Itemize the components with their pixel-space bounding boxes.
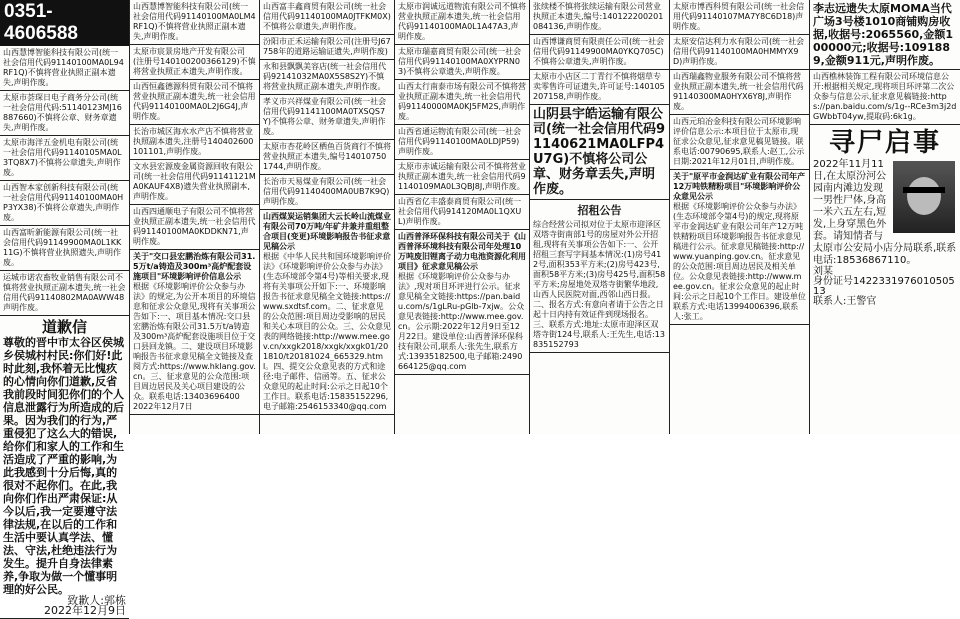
- classified-ad: 山西慧博智能科技有限公司(统一社会信用代码91140100MA0L94RF1Q)不慎将营业执照正副本遗失,声明作废。: [0, 46, 129, 91]
- classified-ad: 山西瑞鑫物业服务有限公司不慎将营业执照正副本遗失,统一社会信用代码91140300MA0HYX6Y8J,声明作废。: [670, 70, 809, 115]
- column-4: [395, 0, 530, 434]
- classified-ad: 山西博谦商贸有限责任公司(统一社会信用代码91149900MA0YKQ705C)不慎将公章遗失,声明作废。: [530, 35, 669, 70]
- environment-notice: [260, 210, 394, 415]
- apology-sign: 致歉人:郭栋: [67, 594, 126, 607]
- xunren-title: 寻尸启事: [828, 128, 941, 158]
- column-2: [130, 0, 260, 434]
- deceased-photo: [893, 161, 955, 233]
- classified-ad: 太原市瑞嘉商贸有限公司(统一社会信用代码91140100MA0XYPRN03)不慎将公章遗失,声明作废。: [395, 45, 529, 80]
- photo-censor-bar: [903, 187, 945, 193]
- apology-body: 尊敬的晋中市太谷区侯城乡侯城村村民:你们好!此时此刻,我怀着无比愧疚的心情向你们道歉,反省我前段时间犯你们的个人信息泄露行为所造成的后果。因为我们的行为,严重侵犯了这么大的错误,给你们和家人的工作和生活造成了严重的影响,为此我感到十分后悔,真的很对不起你们。在此,我向你们作出严肃保证:从今以后,我一定要遵守法律法规,在以后的工作和生活中要认真学法、懂法、守法,杜绝违法行为发生。提升自身法律素养,争取为做一个懂事明理的好公民。: [3, 336, 124, 596]
- environment-notice: [670, 170, 809, 325]
- classified-ad: 山西恒鑫德源科贸有限公司不慎将营业执照正副本遗失,统一社会信用代码91140100MA0L2J6G4J,声明作废。: [130, 80, 259, 125]
- classified-ad: 太原市润诚远道物流有限公司不慎将营业执照正副本遗失,统一社会信用代码91140100MA0L1A47A3,声明作废。: [395, 0, 529, 45]
- classified-ad: 山西樵林装饰工程有限公司环境信息公开:根据相关规定,现将项目环评第二次公众参与信息公示,征求意见稿链接:https://pan.baidu.com/s/1g--RCe3m3j2dGWbbT04yw,提取码:6k1g。: [810, 70, 960, 125]
- environment-notice: [130, 250, 259, 415]
- rent-body: 综合经营公司拟对位于太原市迎泽区双塔寺街南部1号的房屋对外公开招租,现将有关事项公告如下:一、公开招租三套写字间基本情况:(1)房号412号,面积353平方米;(2)房号423号,面积58平方米;(3)房号425号,面积58平方米;房屋地处双塔寺街繁华地段,山西人民医院对面,西邻山西日报。二、报名方式:有意向者请于公告之日起十日内持有效证件到现场报名。三、联系方式:地址:太原市迎泽区双塔寺街124号,联系人:王先生,电话:13835152793: [533, 220, 666, 349]
- notice-body: 根据《环境影响评价公众参与办法》,现对项目环评进行公示。征求意见稿全文链接:https://pan.baidu.com/s/1gLRu-pGlb-7xjw。公众意见表链接:http://www.mee.gov.cn。公示期:2022年12月9日至12月22日。建设单位:山西普泽环保科技有限公司,联系人:张先生,联系方式:13935182500,电子邮箱:2490664125@qq.com: [398, 272, 525, 371]
- notice-body: 根据《环境影响评价公众参与办法》(生态环境部令第4号)的规定,现将原平市金润达矿业有限公司年产12万吨铁精粉项目环境影响报告书征求意见稿进行公示。征求意见稿链接:http://www.yuanping.gov.cn。征求意见的公众范围:项目周边居民及相关单位。公众意见表链接:http://www.mee.gov.cn。征求公众意见的起止时间:公示之日起10个工作日。建设单位联系方式:电话13994006396,联系人:张工。: [673, 202, 806, 321]
- classified-ad: 张续楼不慎将张续运输有限公司营业执照正本遗失,编号:140122200201084136,声明作废。: [530, 0, 669, 35]
- featured-loss-notice: 山阴县宇皓运输有限公司(统一社会信用代码91140621MA0LFP4U7G)不慎将公司公章、财务章丢失,声明作废。: [530, 105, 669, 200]
- notice-body: 根据《中华人民共和国环境影响评价法》《环境影响评价公众参与办法》(生态环境部令第4号)等相关要求,现将有关事项公开如下:一、环境影响报告书征求意见稿全文链接:https://www.sxdtsf.com。二、征求意见的公众范围:项目周边受影响的居民和关心本项目的公众。三、公众意见表的网络链接:http://www.mee.gov.cn/xxgk2018/xxgk/xxgk01/201810/t20181024_665329.html。四、提交公众意见表的方式和途径:电子邮件、信函等。五、征求公众意见的起止时间:公示之日起10个工作日。联系电话:15835152296,电子邮箱:2546153340@qq.com: [263, 252, 391, 411]
- classified-ad: 长治市城区海水水产店不慎将营业执照副本遗失,注册号140402600101101,声明作废。: [130, 125, 259, 160]
- notice-title: 山西普泽环保科技有限公司关于《山西普泽环境科技有限公司年处理10万吨废旧锂离子动力电池资源化利用项目》征求意见稿公示: [398, 232, 526, 271]
- hotline-phone: 0351-4606588: [0, 0, 129, 46]
- classified-ad: 汾阳市正禾运输有限公司(注册号J67758年的道路运输证遗失,声明作废): [260, 35, 394, 60]
- classified-ad: 山西富昕新能源有限公司(统一社会信用代码91149900MA0L1KK11G)不慎将营业执照遗失,声明作废。: [0, 226, 129, 271]
- classified-ad: 运城市诺农畜牧业销售有限公司不慎将营业执照正副本遗失,统一社会信用代码91140802MA0AWW48声明作废。: [0, 271, 129, 316]
- classified-ad: 太原市海洋五金机电有限公司(统一社会信用代码91140105MA0L3TQ8X7)不慎将公章遗失,声明作废。: [0, 136, 129, 181]
- notice-title: 关于"交口县宏鹏治炼有限公司31.5万t/a铸造及300m³高炉配套设施项目"环境影响评价信息公示: [133, 252, 256, 281]
- apology-letter: [0, 316, 129, 619]
- rent-title: 招租公告: [577, 204, 622, 217]
- classified-ad: 太原市杏花岭区栖鱼百货商行不慎将营业执照正本遗失,编号140107501744,声明作废。: [260, 140, 394, 175]
- classified-ad: 太原市赤诚运输有限公司不慎将营业执照正副本遗失,统一社会信用代码91140109MA0L3QBJ8J,声明作废。: [395, 160, 529, 195]
- xunren-body: 2022年11月11日,在太原汾河公园南内滩边发现一男性尸体,身高一米六五左右,短发,上身穿黑色外套。请知情者与太原市公安局小店分局联系,联系电话:18536867110。: [813, 159, 957, 266]
- classified-ad: 山西太行南泰市场有限公司不慎将营业执照正副本遗失,统一社会信用代码91140000MA0KJ5FM2S,声明作废。: [395, 80, 529, 125]
- classified-ad: 山西省通运物流有限公司(统一社会信用代码91140100MA0LDJP59)声明作废。: [395, 125, 529, 160]
- apology-title: 道歉信: [41, 318, 87, 336]
- notice-title: 山西煤炭运销集团大云长岭山流煤业有限公司70万吨/年矿井兼并重组整合项目(变更)环境影响报告书征求意见稿公示: [263, 212, 391, 251]
- person-name: 刘某: [813, 266, 833, 277]
- classified-ad: 山西慧博智能科技有限公司(统一社会信用代码91140100MA0LM4RF1Q)不慎将营业执照正副本遗失,声明作废。: [130, 0, 259, 45]
- missing-body-notice: [810, 125, 960, 309]
- classified-ad: 长治市天易煤业有限公司(统一社会信用代码91140400MA0UB7K9Q)声明作废。: [260, 175, 394, 210]
- person-id: 身份证号142233197601050513: [813, 276, 955, 297]
- classified-ad: 太原市宸景房地产开发有限公司(注册号140100200366129)不慎将营业执照正本遗失,声明作废。: [130, 45, 259, 80]
- classified-ad: 永和县飘飘美容店(统一社会信用代码92141032MA0X5S8S2Y)不慎将营业执照正副本遗失,声明作废。: [260, 60, 394, 95]
- classified-ad: 山西富丰鑫商贸有限公司(统一社会信用代码91140100MA0JTFKM0X)不慎将公章遗失,声明作废。: [260, 0, 394, 35]
- classified-ad: 太原市博西科贸有限公司(统一社会信用代码91140107MA7Y8C6D18)声明作废。: [670, 0, 809, 35]
- apology-date: 2022年12月9日: [44, 604, 126, 617]
- column-6: [670, 0, 810, 434]
- classified-ad: 太原市荟琛日电子商务分公司(统一社会信用代码:51140123MJ16887660)不慎将公章、财务章遗失,声明作废。: [0, 91, 129, 136]
- column-7: [810, 0, 960, 434]
- column-1: [0, 0, 130, 617]
- notice-title: 关于"原平市金润达矿业有限公司年产12万吨铁精粉项目"环境影响评价公众意见公示: [673, 172, 806, 201]
- classified-ad: 山西省亿丰盛泰商贸有限公司(统一社会信用代码914120MA0L1QXUL)声明作废。: [395, 195, 529, 230]
- classified-ad: 文水县宏源废金属资源回收有限公司(统一社会信用代码91141121MA0KAUF4X8)遗失营业执照副本,声明作废。: [130, 160, 259, 205]
- classified-ad: 孝义市兴祥煤业有限公司(统一社会信用代码91141100MA0TXSQS7Y)不慎将公章、财务章遗失,声明作废。: [260, 95, 394, 140]
- classified-ad: 山西元珀冶金科技有限公司环境影响评价信息公示:本项目位于太原市,现征求公众意见,征求意见稿见链接。联系电话:00790695,联系人:赵工,公示日期:2021年12月01日,声明作废。: [670, 115, 809, 170]
- classified-ad: 太原安信达利力水有限公司(统一社会信用代码91140100MA0HMMYX9D)声明作废。: [670, 35, 809, 70]
- notice-date: 2022年12月7日: [133, 402, 193, 411]
- column-3: [260, 0, 395, 434]
- column-5: [530, 0, 670, 434]
- classified-ad: 山西智本家创新科技有限公司(统一社会信用代码91140100MA0HP3YX38)不慎将公章遗失,声明作废。: [0, 181, 129, 226]
- contact-person: 联系人:王警官: [813, 296, 877, 307]
- classified-ad: 山西四通顺电子有限公司不慎将营业执照正副本遗失,统一社会信用代码91140100MA0KDDKN71,声明作废。: [130, 205, 259, 250]
- environment-notice: [395, 230, 529, 375]
- notice-body: 根据《环境影响评价公众参与办法》的规定,为公开本项目的环境信息和征求公众意见,现将有关事项公告如下:一、项目基本情况:交口县宏鹏治炼有限公司31.5万t/a铸造及300m³高炉配套设施项目位于交口县回龙镇。二、建设项目环境影响报告书征求意见稿全文链接及查阅方式:https://www.hklang.gov.cn。三、征求意见的公众范围:项目周边居民及关心项目建设的公众。联系电话:13403696400: [133, 282, 256, 401]
- classified-ad: 太原市小店区二丁青行不慎将烟草专卖零售许可证遗失,许可证号:140105207158,声明作废。: [530, 70, 669, 105]
- receipt-loss-notice: 李志远遗失太原MOMA当代广场3号楼1010商铺购房收据,收据号:2065560,金额100000元;收据号:1091889,金额911元,声明作废。: [810, 0, 960, 70]
- rent-notice: [530, 200, 669, 353]
